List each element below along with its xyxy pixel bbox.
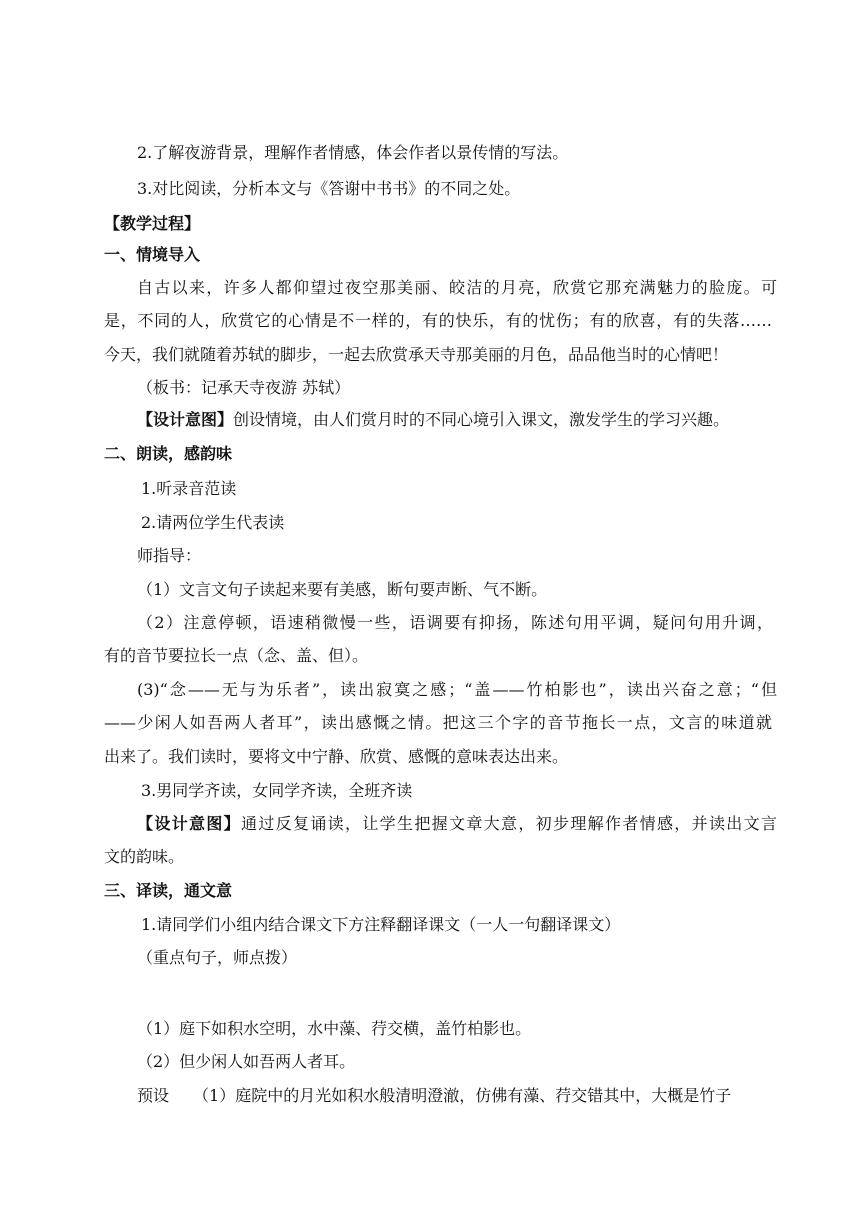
section-3-title: 三、译读，通文意 <box>104 881 233 900</box>
key-sentence-2: （2）但少闲人如吾两人者耳。 <box>137 1052 356 1071</box>
preset-label: 预设 <box>137 1086 170 1105</box>
reading-step-2: 2.请两位学生代表读 <box>141 513 285 532</box>
design-intent-label: 【设计意图】 <box>137 814 241 833</box>
guide-point-2-line-2: 有的音节要拉长一点（念、盖、但）。 <box>104 646 369 665</box>
design-intent-text: 通过反复诵读，让学生把握文章大意，初步理解作者情感，并读出文言 <box>241 814 777 833</box>
process-title: 【教学过程】 <box>104 214 201 233</box>
guide-point-3-line-2: ——少闲人如吾两人者耳”，读出感慨之情。把这三个字的音节拖长一点，文言的味道就 <box>104 713 772 732</box>
design-intent-label: 【设计意图】 <box>137 410 234 429</box>
guide-point-3-line-1: (3)“念——无与为乐者”，读出寂寞之感；“盖——竹柏影也”，读出兴奋之意；“但 <box>137 680 777 699</box>
guide-point-3-line-3: 出来了。我们读时，要将文中宁静、欣赏、感慨的意味表达出来。 <box>104 747 569 766</box>
teacher-guide-label: 师指导： <box>137 546 202 565</box>
preset-answer-line <box>137 1086 731 1106</box>
key-sentence-1: （1）庭下如积水空明，水中藻、荇交横，盖竹柏影也。 <box>137 1019 532 1038</box>
design-intent-1 <box>137 410 729 430</box>
objective-2: 2.了解夜游背景，理解作者情感，体会作者以景传情的写法。 <box>137 143 569 162</box>
intro-paragraph-line-3: 今天，我们就随着苏轼的脚步，一起去欣赏承天寺那美丽的月色，品品他当时的心情吧！ <box>104 345 729 364</box>
intro-paragraph-line-1: 自古以来，许多人都仰望过夜空那美丽、皎洁的月亮，欣赏它那充满魅力的脸庞。可 <box>137 278 777 297</box>
key-sentences-note: （重点句子，师点拨） <box>137 948 298 967</box>
board-note: （板书：记承天寺夜游 苏轼） <box>137 378 351 397</box>
design-intent-2-line-1 <box>137 814 777 834</box>
design-intent-text: 创设情境，由人们赏月时的不同心境引入课文，激发学生的学习兴趣。 <box>233 410 730 429</box>
translation-step-1: 1.请同学们小组内结合课文下方注释翻译课文（一人一句翻译课文） <box>141 915 621 934</box>
reading-step-3: 3.男同学齐读，女同学齐读，全班齐读 <box>141 781 413 800</box>
intro-paragraph-line-2: 是，不同的人，欣赏它的心情是不一样的，有的快乐，有的忧伤；有的欣喜，有的失落…… <box>104 311 772 330</box>
guide-point-2-line-1: （2）注意停顿，语速稍微慢一些，语调要有抑扬，陈述句用平调，疑问句用升调， <box>137 613 773 632</box>
section-1-title: 一、情境导入 <box>104 245 201 264</box>
design-intent-2-line-2: 文的韵味。 <box>104 847 185 866</box>
preset-text: （1）庭院中的月光如积水般清明澄澈，仿佛有藻、荇交错其中，大概是竹子 <box>193 1086 732 1105</box>
objective-3: 3.对比阅读，分析本文与《答谢中书书》的不同之处。 <box>137 179 521 198</box>
reading-step-1: 1.听录音范读 <box>141 479 237 498</box>
section-2-title: 二、朗读，感韵味 <box>104 444 233 463</box>
guide-point-1: （1）文言文句子读起来要有美感，断句要声断、气不断。 <box>137 580 548 599</box>
